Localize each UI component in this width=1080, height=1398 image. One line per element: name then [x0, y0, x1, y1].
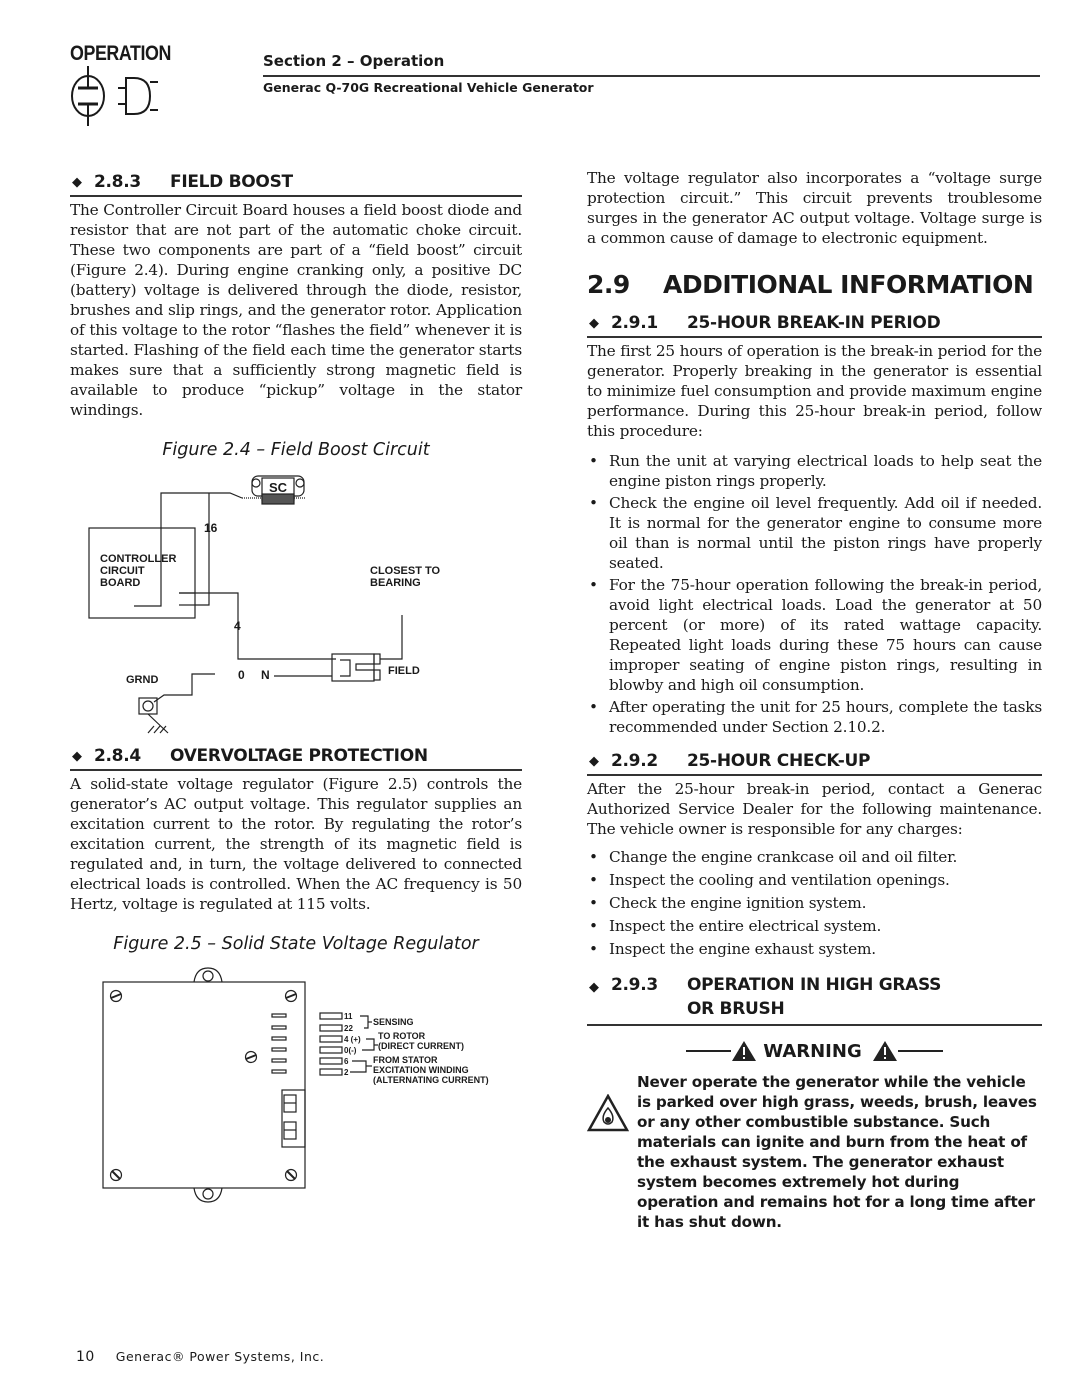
list-item: • Change the engine crankcase oil and oil filter.	[589, 848, 958, 866]
section-title: 25-HOUR CHECK-UP	[687, 751, 871, 771]
field-boost-paragraph: The Controller Circuit Board houses a field boost diode and resistor that are not part of the automatic choke circuit. These two components are part of a “field boost” circuit (Figure 2.4). During engine cranking only, a positive DC (battery) voltage is delivered through the diode, resistor, brushes and slip rings, and the generator rotor. Application of this voltage to the rotor “flashes the field” whenever it is started. Flashing of the field each time the generator starts makes sure that a sufficiently strong magnetic field is available to produce “pickup” voltage in the stator windings.	[70, 201, 522, 419]
wire-0-label: 0	[238, 668, 245, 682]
warning-label: WARNING	[763, 1040, 862, 1062]
controller-label-2: CIRCUIT	[100, 565, 145, 577]
diamond-bullet-icon: ◆	[589, 754, 599, 769]
list-item: • For the 75-hour operation following the break-in period, avoid light electrical loads. Load the generator at 50 percent (or more) of its rated wattage capacity. Repeated light loads during these 75 hours can cause improper seating of engine piston rings, resulting in blowby and high oil consumption.	[589, 576, 1042, 694]
section-number: 2.9.1	[611, 313, 658, 333]
sc-label: SC	[269, 480, 288, 495]
checkup-paragraph: After the 25-hour break-in period, contact a Generac Authorized Service Dealer for the following maintenance. The vehicle owner is responsible for any charges:	[587, 780, 1042, 838]
right-column	[587, 168, 1042, 1232]
warning-header	[587, 1040, 1042, 1062]
left-column	[70, 172, 522, 1212]
heading-high-grass	[587, 973, 1042, 1026]
heading-field-boost	[70, 172, 522, 197]
to-rotor-label-2: (DIRECT CURRENT)	[378, 1041, 464, 1051]
page-footer	[76, 1349, 324, 1365]
controller-label-1: CONTROLLER	[100, 553, 177, 565]
warning-triangle-icon	[872, 1040, 898, 1062]
break-in-list	[587, 451, 1042, 737]
wire-2-label: 2	[344, 1068, 349, 1077]
section-title: ADDITIONAL INFORMATION	[663, 270, 1034, 299]
wire-11-label: 11	[344, 1012, 353, 1021]
fire-hazard-icon	[587, 1094, 629, 1132]
to-rotor-label-1: TO ROTOR	[378, 1031, 426, 1041]
section-number: 2.9.3	[611, 975, 658, 995]
list-item: • Run the unit at varying electrical loads to help seat the engine piston rings properly.	[589, 452, 1042, 490]
list-item: • Inspect the engine exhaust system.	[589, 940, 876, 958]
closest-label-1: CLOSEST TO	[370, 565, 441, 577]
figure-2-5-caption: Figure 2.5 – Solid State Voltage Regulator	[113, 934, 479, 954]
wire-4-plus-label: 4 (+)	[344, 1035, 361, 1044]
section-title: Section 2 – Operation	[263, 52, 445, 70]
heading-additional-information	[587, 270, 1042, 299]
grnd-label: GRND	[126, 674, 159, 686]
section-title: FIELD BOOST	[170, 172, 293, 192]
list-item: • Inspect the cooling and ventilation openings.	[589, 871, 950, 889]
footer-company: Generac® Power Systems, Inc.	[115, 1349, 325, 1364]
list-item: • After operating the unit for 25 hours, complete the tasks recommended under Section 2.10.2.	[589, 698, 1042, 736]
from-stator-label-2: EXCITATION WINDING	[373, 1065, 469, 1075]
field-boost-circuit-diagram	[70, 468, 522, 738]
warning-triangle-icon	[731, 1040, 757, 1062]
checkup-list	[587, 847, 1042, 959]
section-title: OVERVOLTAGE PROTECTION	[170, 746, 428, 766]
controller-label-3: BOARD	[100, 577, 141, 589]
from-stator-label-1: FROM STATOR	[373, 1055, 438, 1065]
list-item: • Check the engine ignition system.	[589, 894, 867, 912]
header-rule	[263, 75, 1040, 77]
heading-checkup	[587, 751, 1042, 776]
closest-label-2: BEARING	[370, 577, 421, 589]
section-title: 25-HOUR BREAK-IN PERIOD	[687, 313, 941, 333]
diamond-bullet-icon: ◆	[72, 749, 82, 764]
wire-6-label: 6	[344, 1057, 349, 1066]
wire-n-label: N	[261, 668, 270, 682]
section-number: 2.9	[587, 270, 630, 299]
section-number: 2.8.3	[94, 172, 141, 192]
overvoltage-paragraph: A solid-state voltage regulator (Figure 2.5) controls the generator’s AC output voltage. This regulator supplies an excitation current to the rotor. By regulating the rotor’s excitation current, the strength of its magnetic field is regulated and, in turn, the voltage delivered to connected electrical loads is controlled. When the AC frequency is 50 Hertz, voltage is regulated at 115 volts.	[70, 775, 522, 913]
list-item: • Check the engine oil level frequently. Add oil if needed. It is normal for the generator engine to consume more oil than is normal until the piston rings have properly seated.	[589, 494, 1042, 572]
section-title: OPERATION IN HIGH GRASS OR BRUSH	[687, 975, 942, 1019]
diamond-bullet-icon: ◆	[72, 175, 82, 190]
sensing-label: SENSING	[373, 1017, 414, 1027]
voltage-regulator-diagram	[70, 962, 522, 1212]
wire-22-label: 22	[344, 1024, 353, 1033]
surge-protection-paragraph: The voltage regulator also incorporates a “voltage surge protection circuit.” This circuit prevents troublesome surges in the generator AC output voltage. Voltage surge is a common cause of damage to electronic equipment.	[587, 169, 1042, 247]
diamond-bullet-icon: ◆	[589, 980, 599, 995]
section-number: 2.9.2	[611, 751, 658, 771]
wire-0-minus-label: 0(-)	[344, 1046, 357, 1055]
field-label: FIELD	[388, 665, 420, 677]
document-subtitle: Generac Q-70G Recreational Vehicle Generator	[263, 80, 594, 95]
operation-label: OPERATION	[70, 42, 171, 65]
heading-break-in	[587, 313, 1042, 338]
list-item: • Inspect the entire electrical system.	[589, 917, 882, 935]
diamond-bullet-icon: ◆	[589, 316, 599, 331]
warning-box	[587, 1072, 1042, 1232]
figure-2-4-caption: Figure 2.4 – Field Boost Circuit	[162, 440, 430, 460]
operation-icon	[68, 66, 158, 128]
section-number: 2.8.4	[94, 746, 141, 766]
warning-text: Never operate the generator while the vehicle is parked over high grass, weeds, brush, leaves or any other combustible substance. Such materials can ignite and burn from the heat of the exhaust system. The generator exhaust system becomes extremely hot during operation and remains hot for a long time after it has shut down.	[637, 1073, 1037, 1231]
wire-16-label: 16	[204, 521, 218, 535]
from-stator-label-3: (ALTERNATING CURRENT)	[373, 1075, 489, 1085]
wire-4-label: 4	[234, 619, 241, 633]
heading-overvoltage	[70, 746, 522, 771]
screw-icon	[111, 991, 297, 1181]
page-number: 10	[76, 1349, 95, 1365]
break-in-paragraph: The first 25 hours of operation is the break-in period for the generator. Properly breaking in the generator is essential to minimize fuel consumption and provide maximum engine performance. During this 25-hour break-in period, follow this procedure:	[587, 342, 1042, 440]
